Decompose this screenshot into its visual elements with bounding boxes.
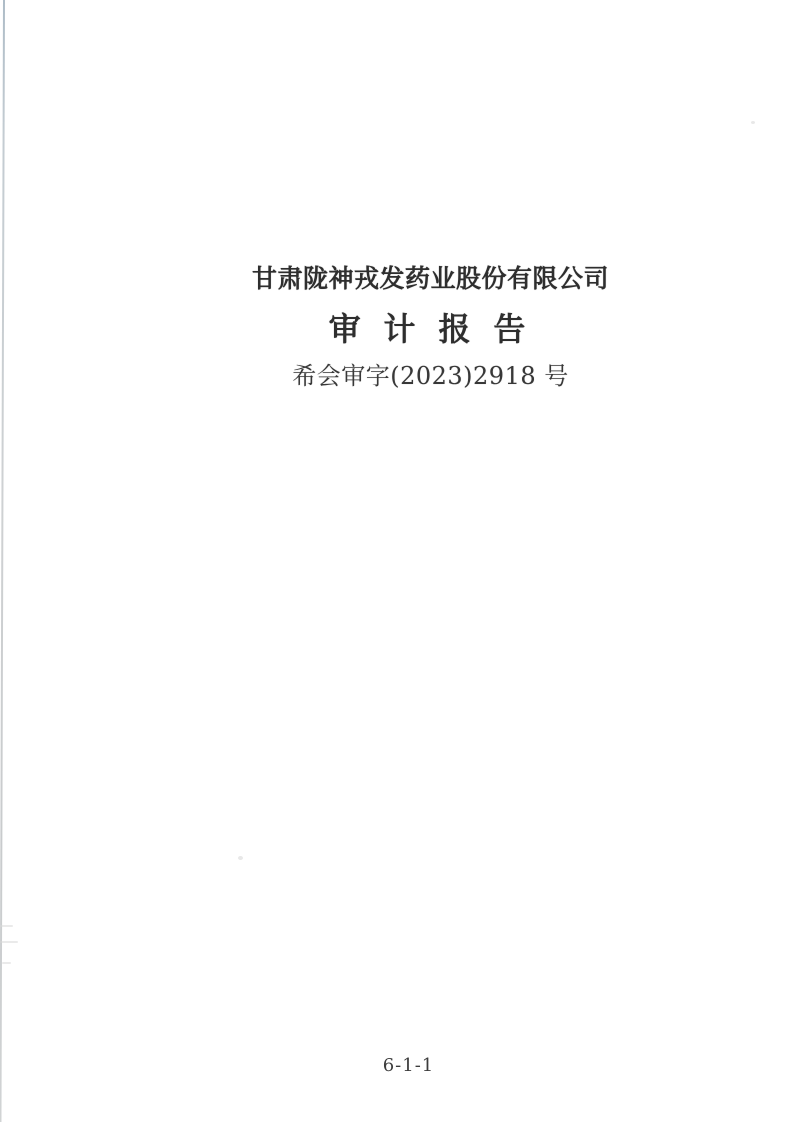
company-name: 甘肃陇神戎发药业股份有限公司 — [251, 265, 609, 293]
scan-smudge — [0, 925, 13, 927]
report-title: 审 计 报 告 — [328, 311, 533, 347]
scan-smudge — [0, 941, 18, 943]
page-number: 6-1-1 — [382, 1055, 435, 1076]
scan-speck — [238, 856, 243, 860]
scan-edge-line-artifact — [0, 0, 5, 1122]
document-number: 希会审字(2023)2918 号 — [292, 362, 569, 390]
scan-speck — [751, 121, 755, 124]
scan-smudge — [2, 962, 11, 964]
